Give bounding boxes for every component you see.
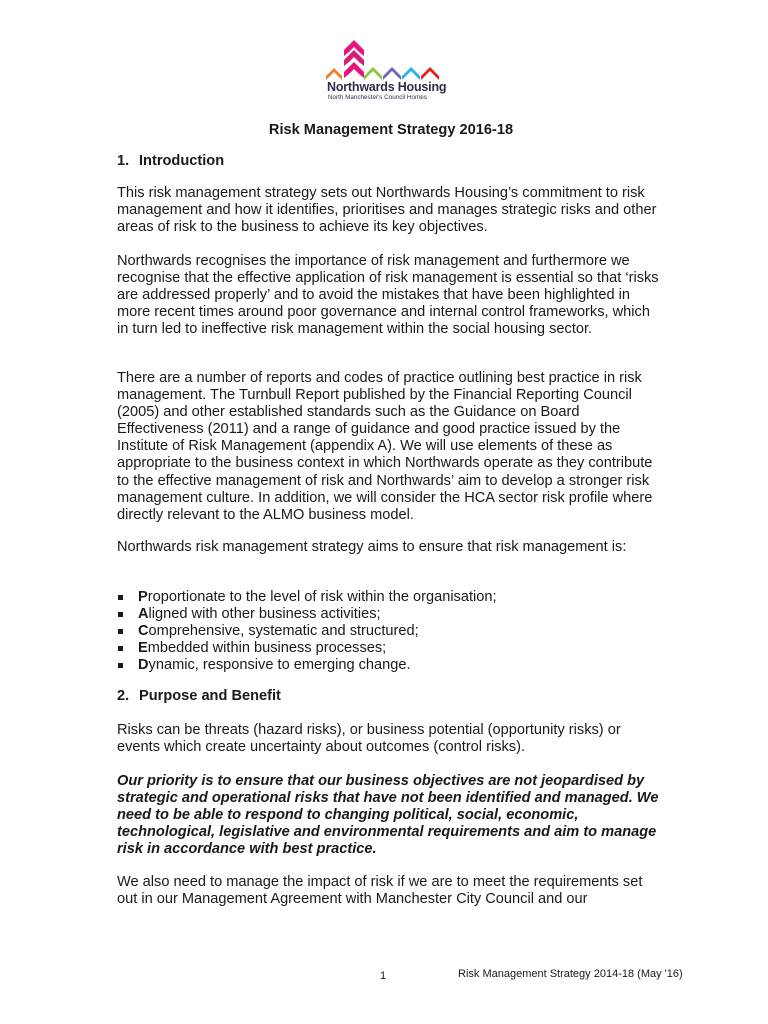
logo-tagline: North Manchester's Council Homes <box>328 94 427 101</box>
bullet-text: mbedded within business processes; <box>147 640 387 657</box>
bullet-icon <box>118 646 123 651</box>
section-2-title: Purpose and Benefit <box>139 688 281 704</box>
bullet-text: omprehensive, systematic and structured; <box>148 623 419 640</box>
logo-name: Northwards Housing <box>327 80 447 94</box>
intro-paragraph-1: This risk management strategy sets out Northwards Housing’s commitment to risk management and how it identifies, prioritises and manages strategic risks and other areas of risk to the business to achieve its key objectives. <box>117 185 657 236</box>
bullet-icon <box>118 629 123 634</box>
section-1-title: Introduction <box>139 153 225 169</box>
list-item <box>117 623 665 640</box>
bullet-text: ynamic, responsive to emerging change. <box>148 657 411 674</box>
section-1-number: 1. <box>117 153 130 169</box>
purpose-paragraph-1: Risks can be threats (hazard risks), or business potential (opportunity risks) or events which create uncertainty about outcomes (control risks). <box>117 722 621 756</box>
section-1-heading <box>117 153 224 170</box>
page-number: 1 <box>380 970 387 982</box>
bullet-initial: A <box>138 606 149 623</box>
list-item <box>117 657 665 674</box>
bullet-initial: C <box>138 623 149 640</box>
bullet-initial: D <box>138 657 149 674</box>
bullet-initial: P <box>138 589 148 605</box>
list-item <box>117 606 665 623</box>
intro-paragraph-2: Northwards recognises the importance of risk management and furthermore we recognise that the effective application of risk management is essential so that ‘risks are addressed properly’ and to avoid the mistakes that have been highlighted in more recent times around poor governance and internal control frameworks, which in turn led to ineffective risk management within the social housing sector. <box>117 253 659 338</box>
bullet-initial: E <box>138 640 148 657</box>
list-item <box>117 589 665 606</box>
bullet-text: ligned with other business activities; <box>148 606 381 623</box>
bullet-icon <box>118 663 123 668</box>
footer-document-reference: Risk Management Strategy 2014-18 (May '16) <box>458 968 683 980</box>
section-2-heading <box>117 688 281 705</box>
northwards-housing-logo <box>326 40 446 102</box>
section-2-number: 2. <box>117 688 130 704</box>
document-title: Risk Management Strategy 2016-18 <box>268 122 514 138</box>
bullet-icon <box>118 612 123 617</box>
intro-paragraph-4: Northwards risk management strategy aims to ensure that risk management is: <box>117 539 627 555</box>
bullet-icon <box>118 595 123 600</box>
bullet-text: roportionate to the level of risk within the organisation; <box>147 589 497 605</box>
principles-list <box>117 589 665 674</box>
priority-statement: Our priority is to ensure that our business objectives are not jeopardised by strategic and operational risks that have not been identified and managed. We need to be able to respond to changing political, social, economic, technological, legislative and environmental requirements and aim to manage risk in accordance with best practice. <box>117 773 659 858</box>
logo-houses-graphic <box>326 40 446 80</box>
purpose-paragraph-3: We also need to manage the impact of risk if we are to meet the requirements set out in our Management Agreement with Manchester City Council and our <box>117 874 643 908</box>
list-item <box>117 640 665 657</box>
intro-paragraph-3: There are a number of reports and codes of practice outlining best practice in risk management. The Turnbull Report published by the Financial Reporting Council (2005) and other established standards such as the Guidance on Board Effectiveness (2011) and a range of guidance and good practice issued by the Institute of Risk Management (appendix A). We will use elements of these as appropriate to the business context in which Northwards operate as they contribute to the effective management of risk and Northwards’ aim to develop a stronger risk management culture. In addition, we will consider the HCA sector risk profile where directly relevant to the ALMO business model. <box>117 370 653 523</box>
